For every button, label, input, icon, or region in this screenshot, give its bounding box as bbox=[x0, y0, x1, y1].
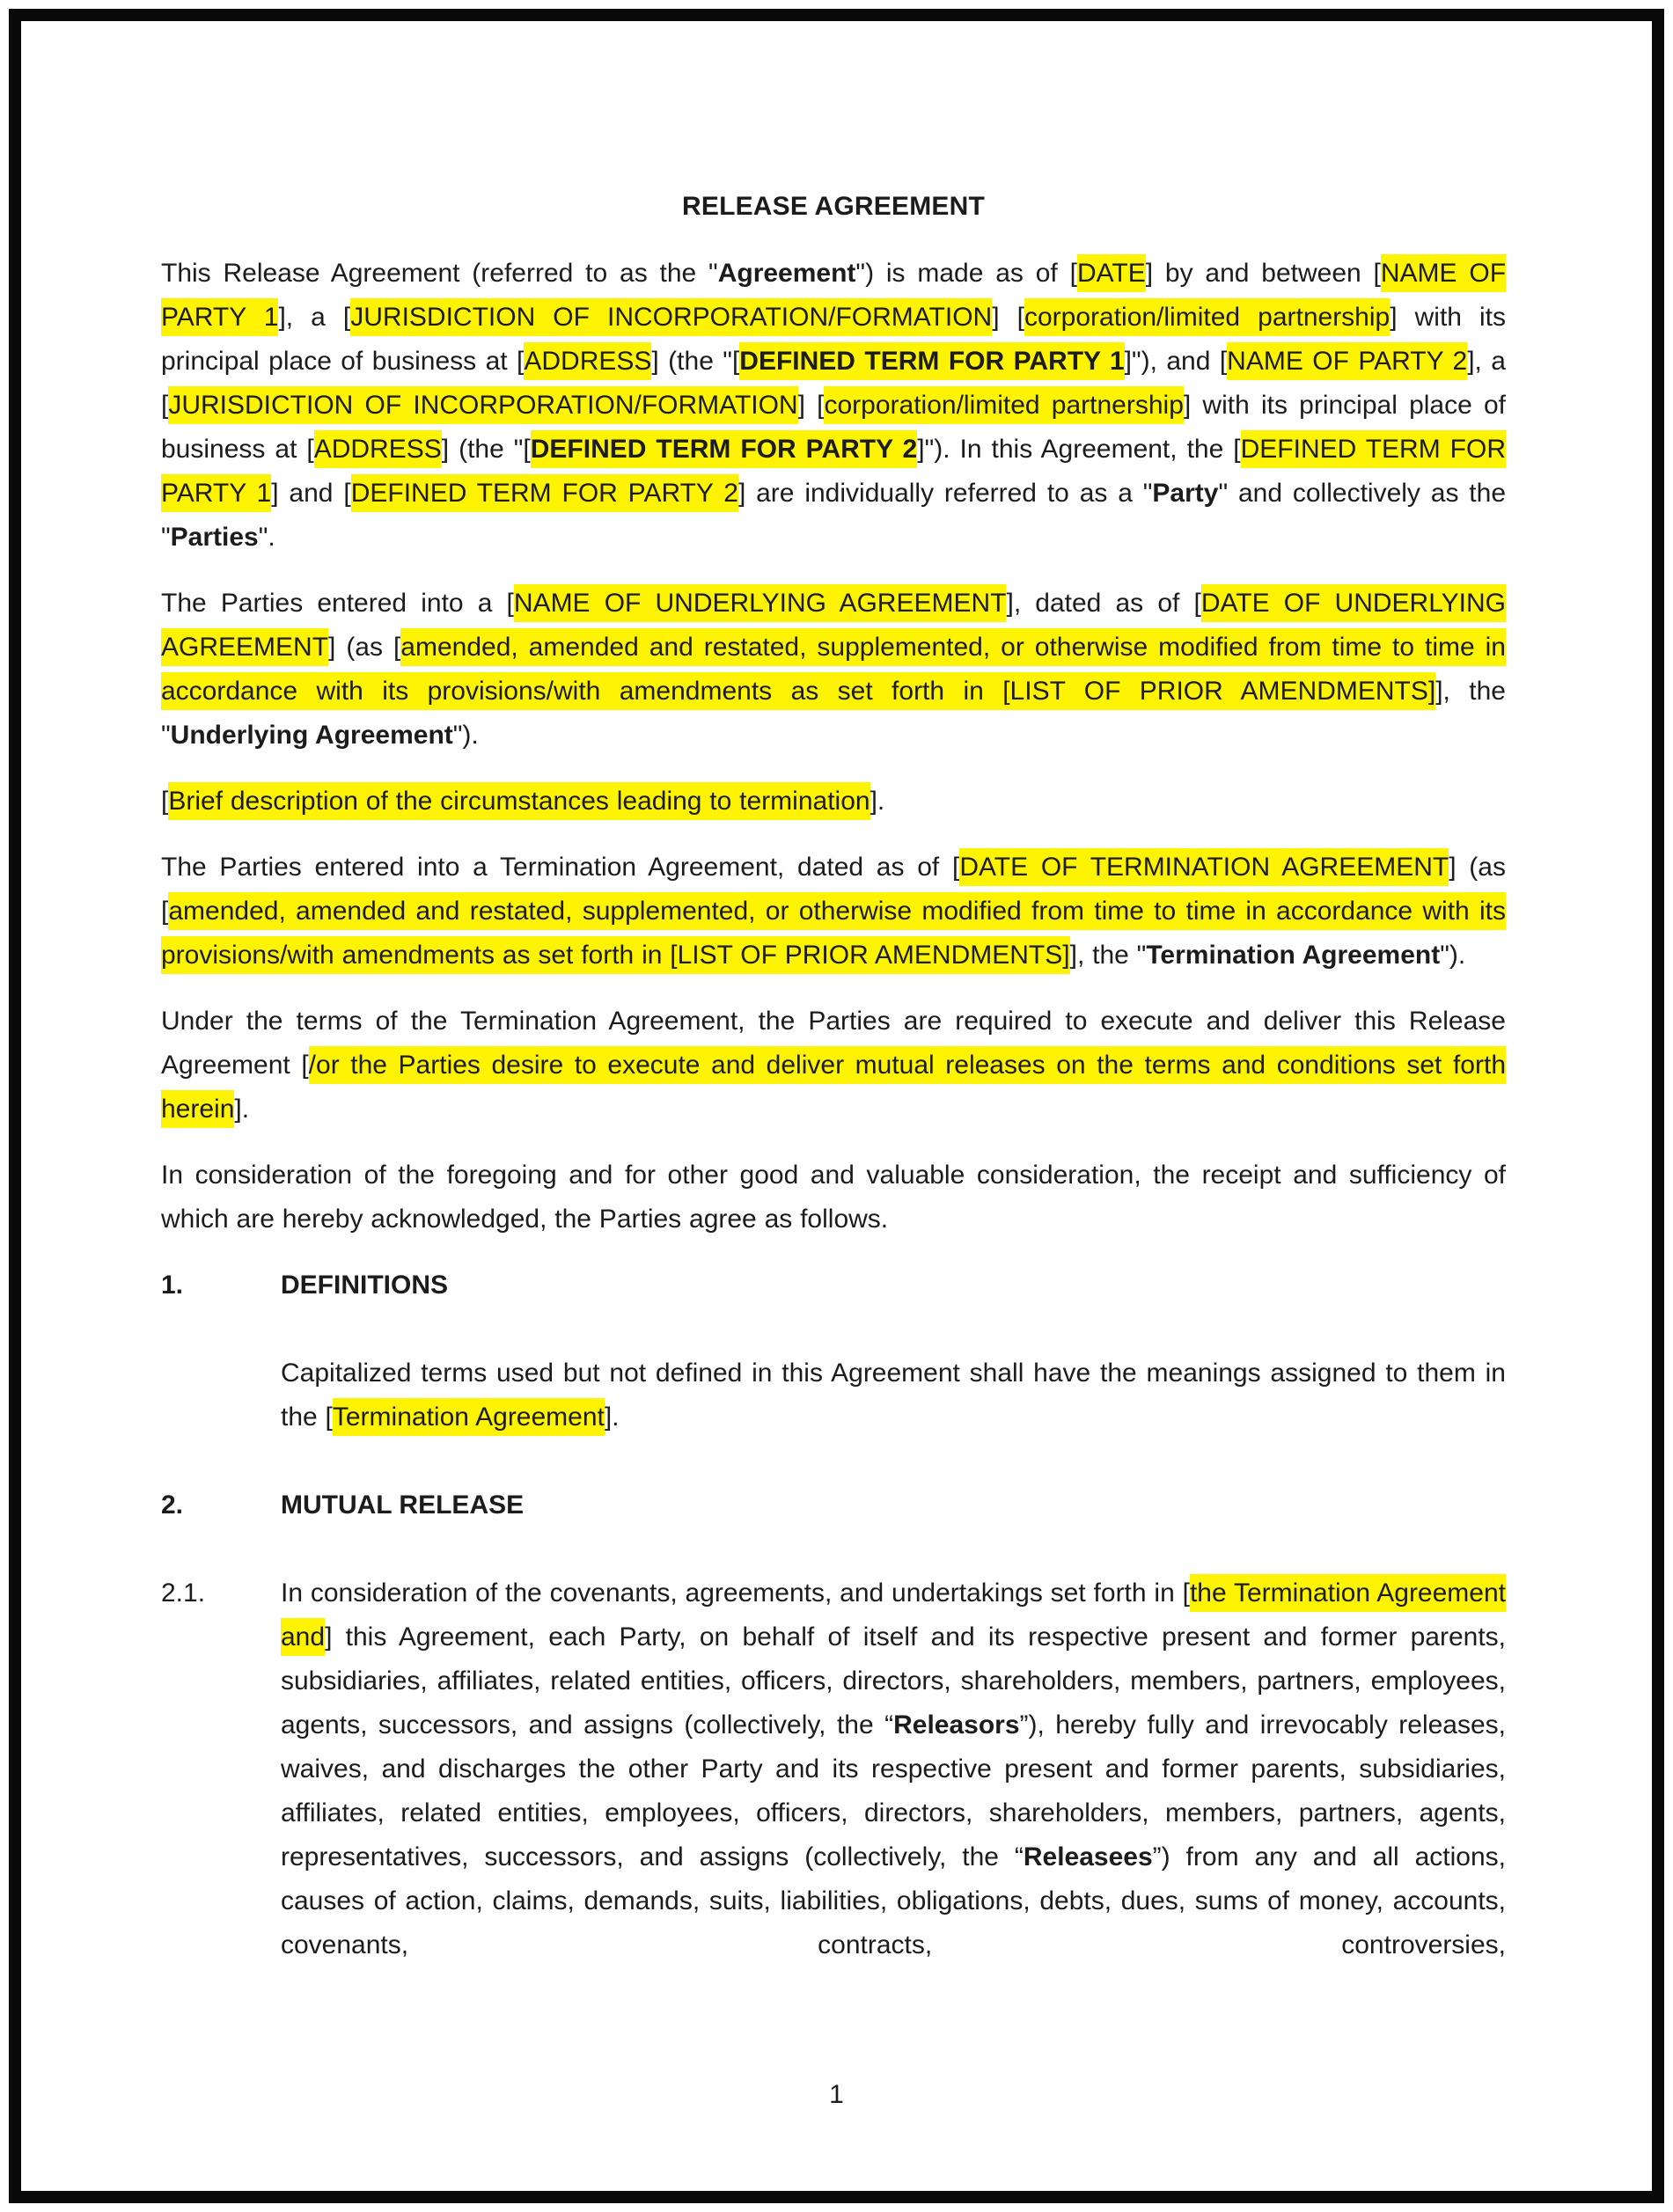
text-run: "). bbox=[452, 721, 479, 750]
text-run: Capitalized terms used but not defined in this Agreement shall have the meanings assigned to them in the [ bbox=[281, 1359, 1506, 1432]
defined-term: Agreement bbox=[717, 259, 856, 288]
text-run: ] [ bbox=[992, 303, 1024, 332]
document-content bbox=[161, 185, 1506, 1989]
text-run: ], dated as of [ bbox=[1006, 589, 1201, 618]
text-run: " and collectively as the " bbox=[161, 479, 1507, 552]
defined-term: Releasors bbox=[893, 1710, 1020, 1740]
text-run: "). bbox=[1440, 941, 1466, 970]
text-run: ] are individually referred to as a " bbox=[737, 479, 1153, 508]
text-run: ]"). In this Agreement, the [ bbox=[917, 435, 1241, 464]
highlighted-placeholder: corporation/limited partnership bbox=[824, 386, 1183, 424]
text-run: ”) from any and all actions, causes of action, claims, demands, suits, liabilities, obligations, debts, dues, sums of money, accounts, covenants, contracts, controversies, bbox=[281, 1842, 1507, 1959]
text-run: ], the " bbox=[1069, 941, 1147, 970]
text-run: ] (as [ bbox=[161, 853, 1506, 926]
highlighted-placeholder: DEFINED TERM FOR PARTY 1 bbox=[161, 430, 1506, 512]
text-run: The Parties entered into a [ bbox=[161, 589, 514, 618]
text-run: ], a [ bbox=[161, 347, 1506, 420]
paragraph bbox=[161, 252, 1506, 560]
section-heading bbox=[161, 1263, 1506, 1307]
paragraph bbox=[281, 1351, 1506, 1439]
text-run: This Release Agreement (referred to as the " bbox=[161, 259, 718, 288]
paragraph bbox=[161, 1000, 1506, 1132]
text-run: ] and [ bbox=[271, 479, 351, 508]
highlighted-placeholder: the Termination Agreement and bbox=[281, 1574, 1506, 1656]
highlighted-placeholder: DEFINED TERM FOR PARTY 2 bbox=[351, 474, 738, 512]
text-run: ”), hereby fully and irrevocably releases, waives, and discharges the other Party and its respective present and former parents, subsidiaries, affiliates, related entities, employees, officers, directors, shareholders, members, partners, agents, representatives, successors, and assigns (collectively, the “ bbox=[281, 1710, 1506, 1871]
highlighted-placeholder: ADDRESS bbox=[524, 342, 651, 380]
paragraph bbox=[281, 1571, 1506, 1967]
text-run: ] [ bbox=[797, 391, 825, 420]
highlighted-placeholder: amended, amended and restated, supplemented, or otherwise modified from time to time in accordance with its provisions/with amendments as set forth in [LIST OF PRIOR AMENDMENTS] bbox=[161, 628, 1506, 710]
highlighted-placeholder: JURISDICTION OF INCORPORATION/FORMATION bbox=[168, 386, 797, 424]
highlighted-placeholder: JURISDICTION OF INCORPORATION/FORMATION bbox=[350, 298, 992, 336]
text-run: ]. bbox=[604, 1403, 620, 1432]
text-run: The Parties entered into a Termination Agreement, dated as of [ bbox=[161, 853, 960, 882]
text-run: ] by and between [ bbox=[1145, 259, 1381, 288]
text-run: ] (as [ bbox=[328, 633, 401, 662]
highlighted-placeholder: DEFINED TERM FOR PARTY 2 bbox=[531, 430, 918, 468]
text-run: ] with its principal place of business at [ bbox=[161, 391, 1507, 464]
numbered-paragraph bbox=[161, 1571, 1506, 1967]
highlighted-placeholder: DATE bbox=[1077, 254, 1146, 292]
defined-term: Parties bbox=[170, 523, 259, 552]
defined-term: Party bbox=[1152, 479, 1219, 508]
highlighted-placeholder: DATE OF UNDERLYING AGREEMENT bbox=[161, 584, 1506, 666]
text-run: ". bbox=[258, 523, 275, 552]
defined-term: Termination Agreement bbox=[1146, 941, 1441, 970]
text-run: In consideration of the foregoing and for other good and valuable consideration, the receipt and sufficiency of which are hereby acknowledged, the Parties agree as follows. bbox=[161, 1161, 1506, 1234]
document-title: RELEASE AGREEMENT bbox=[682, 192, 985, 221]
text-run: ] (the "[ bbox=[441, 435, 531, 464]
section-heading bbox=[161, 1483, 1506, 1527]
highlighted-placeholder: amended, amended and restated, supplemented, or otherwise modified from time to time in accordance with its provisions/with amendments as set forth in [LIST OF PRIOR AMENDMENTS] bbox=[161, 892, 1506, 974]
paragraph bbox=[161, 1154, 1506, 1242]
text-run: ]. bbox=[234, 1095, 250, 1124]
paragraph bbox=[161, 846, 1506, 978]
highlighted-placeholder: NAME OF UNDERLYING AGREEMENT bbox=[514, 584, 1007, 622]
highlighted-placeholder: NAME OF PARTY 1 bbox=[161, 254, 1506, 336]
clause-number: 2.1. bbox=[161, 1578, 206, 1608]
highlighted-placeholder: DEFINED TERM FOR PARTY 1 bbox=[739, 342, 1124, 380]
section-number: 2. bbox=[161, 1491, 184, 1520]
highlighted-placeholder: Brief description of the circumstances leading to termination bbox=[168, 782, 870, 820]
highlighted-placeholder: DATE OF TERMINATION AGREEMENT bbox=[959, 848, 1449, 886]
section-heading-label: MUTUAL RELEASE bbox=[281, 1491, 525, 1520]
text-run: ] with its principal place of business at [ bbox=[161, 303, 1507, 376]
text-run: ], a [ bbox=[278, 303, 351, 332]
page-number-footer: 1 bbox=[829, 2080, 844, 2109]
highlighted-placeholder: ADDRESS bbox=[314, 430, 442, 468]
highlighted-placeholder: NAME OF PARTY 2 bbox=[1227, 342, 1467, 380]
text-run: In consideration of the covenants, agreements, and undertakings set forth in [ bbox=[281, 1578, 1190, 1608]
paragraph bbox=[161, 780, 1506, 824]
text-run: Under the terms of the Termination Agreement, the Parties are required to execute and deliver this Release Agreement [ bbox=[161, 1007, 1506, 1080]
highlighted-placeholder: /or the Parties desire to execute and deliver mutual releases on the terms and conditions set forth herein bbox=[161, 1046, 1506, 1128]
text-run: ]. bbox=[870, 787, 885, 816]
text-run: ") is made as of [ bbox=[855, 259, 1077, 288]
section-number: 1. bbox=[161, 1271, 184, 1300]
document-body bbox=[161, 252, 1506, 1967]
text-run: ]"), and [ bbox=[1124, 347, 1228, 376]
paragraph bbox=[161, 582, 1506, 758]
highlighted-placeholder: Termination Agreement bbox=[333, 1398, 605, 1436]
text-run: ] (the "[ bbox=[651, 347, 740, 376]
defined-term: Releasees bbox=[1023, 1842, 1153, 1871]
section-heading-label: DEFINITIONS bbox=[281, 1271, 449, 1300]
defined-term: Underlying Agreement bbox=[170, 721, 453, 750]
text-run: [ bbox=[161, 787, 169, 816]
text-run: ], the " bbox=[161, 677, 1506, 750]
highlighted-placeholder: corporation/limited partnership bbox=[1024, 298, 1390, 336]
text-run: ] this Agreement, each Party, on behalf of itself and its respective present and former parents, subsidiaries, affiliates, related entities, officers, directors, shareholders, members, partners, employees, agents, successors, and assigns (collectively, the “ bbox=[281, 1622, 1506, 1740]
